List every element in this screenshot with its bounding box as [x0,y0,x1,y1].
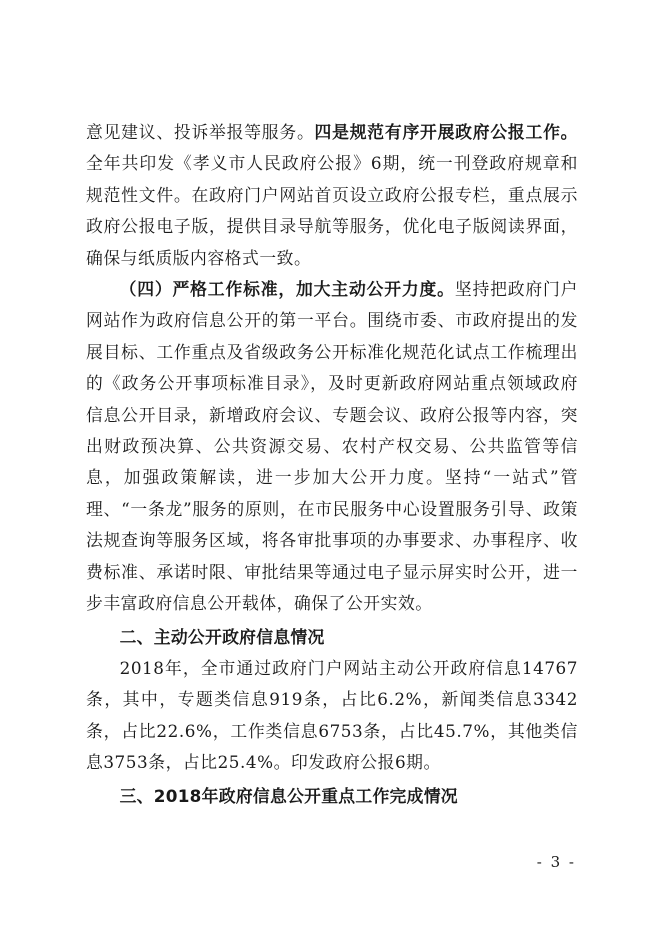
paragraph-text: 全年共印发《孝义市人民政府公报》6期，统一刊登政府规章和规范性文件。在政府门户网站首页设立政府公报专栏，重点展示政府公报电子版，提供目录导航等服务，优化电子版阅读界面，确保与纸质版内容格式一致。 [86,153,578,268]
section-heading-3: 三、2018年政府信息公开重点工作完成情况 [119,785,458,806]
page-number: - 3 - [536,853,576,871]
paragraph-public-bulletin [86,117,578,274]
section-subheading: （四）严格工作标准，加大主动公开力度。 [119,279,455,300]
paragraph-statistics: 2018年，全市通过政府门户网站主动公开政府信息14767条，其中，专题类信息919条，占比6.2%，新闻类信息3342条，占比22.6%，工作类信息6753条，占比45.7%，其他类信息3753条，占比25.4%。印发政府公报6期。 [86,657,578,773]
section-heading-2: 二、主动公开政府信息情况 [119,626,325,647]
paragraph-standards [86,274,578,619]
paragraph-text: 坚持把政府门户网站作为政府信息公开的第一平台。围绕市委、市政府提出的发展目标、工作重点及省级政务公开标准化规范化试点工作梳理出的《政务公开事项标准目录》，及时更新政府网站重点领域政府信息公开目录，新增政府会议、专题会议、政府公报等内容，突出财政预决算、公共资源交易、农村产权交易、公共监管等信息，加强政策解读，进一步加大公开力度。坚持“一站式”管理、“一条龙”服务的原则，在市民服务中心设置服务引导、政策法规查询等服务区域，将各审批事项的办事要求、办事程序、收费标准、承诺时限、审批结果等通过电子显示屏实时公开，进一步丰富政府信息公开载体，确保了公开实效。 [86,279,578,614]
paragraph-text: 意见建议、投诉举报等服务。 [86,122,315,142]
body-text [86,117,578,812]
bold-lead-sentence: 四是规范有序开展政府公报工作。 [314,122,578,142]
